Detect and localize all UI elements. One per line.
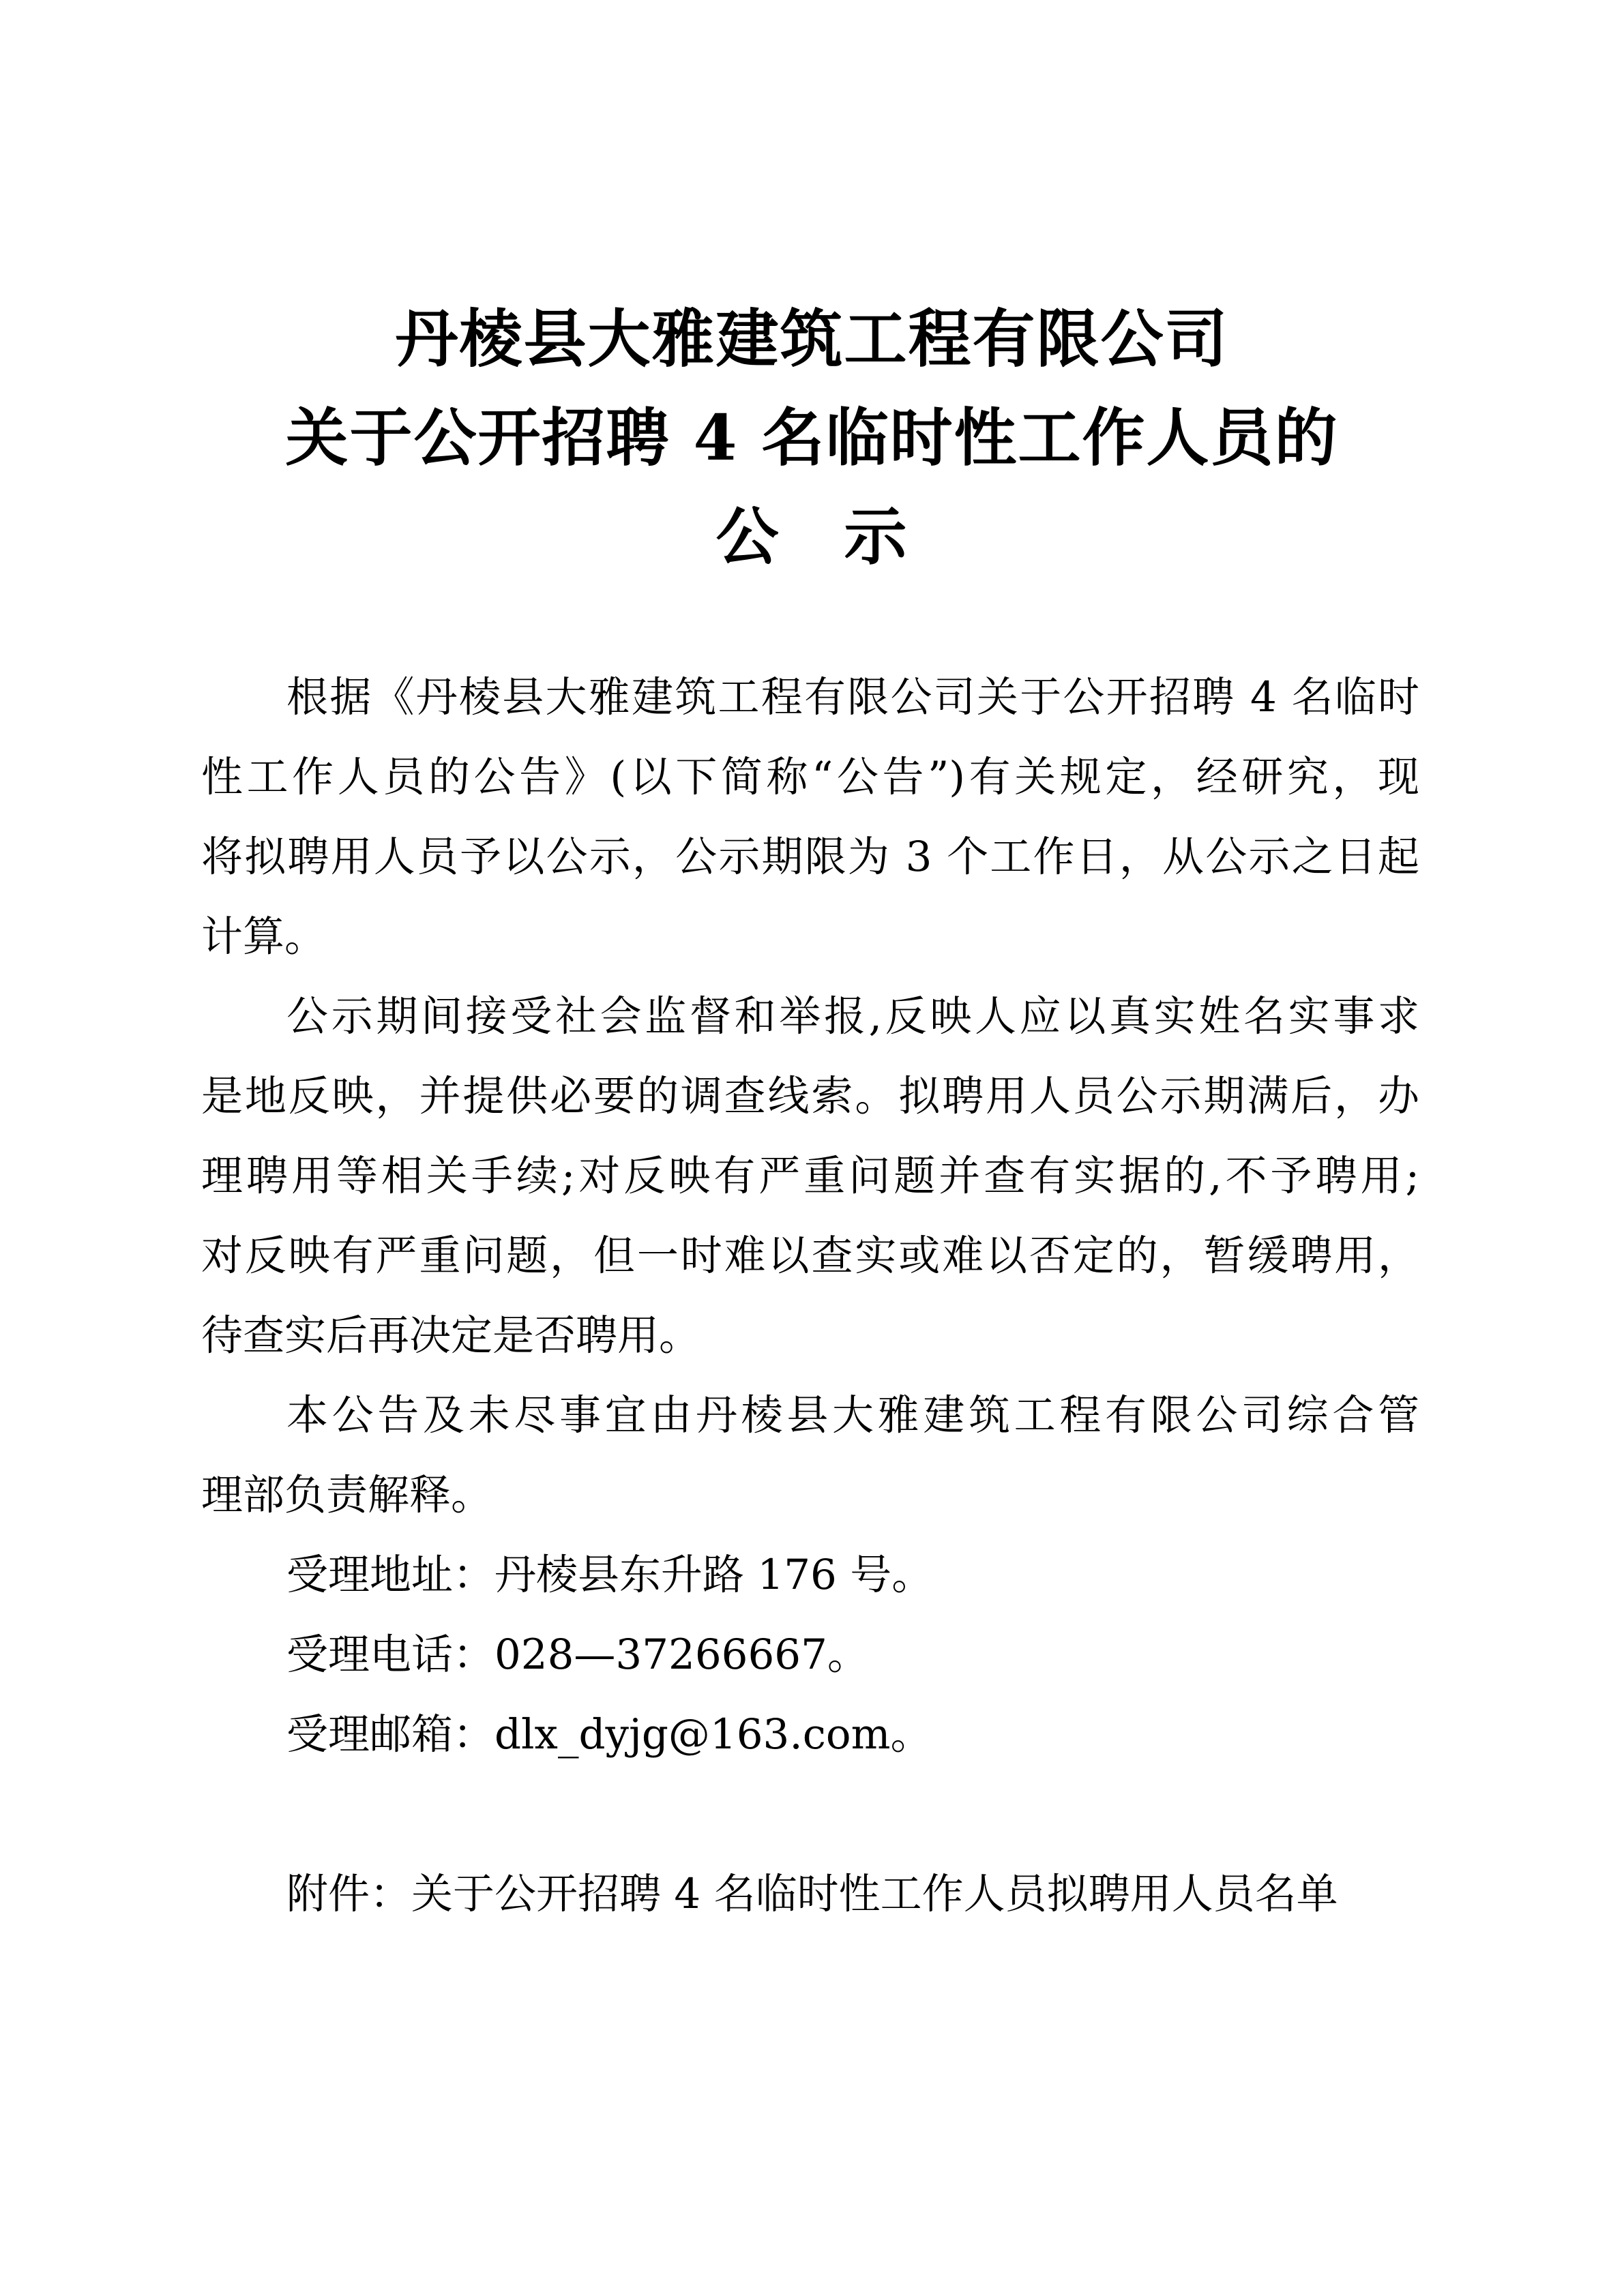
body-line-11: 理部负责解释。 [201, 1471, 493, 1519]
body-line-blank [201, 1774, 1419, 1854]
body-line-1: 根据《丹棱县大雅建筑工程有限公司关于公开招聘 4 名临时 [286, 673, 1419, 721]
body-line-3: 将拟聘用人员予以公示，公示期限为 3 个工作日，从公示之日起 [201, 833, 1419, 881]
body-line-6: 是地反映，并提供必要的调查线索。拟聘用人员公示期满后，办 [201, 1072, 1419, 1120]
title-line-company: 丹棱县大雅建筑工程有限公司 [395, 302, 1229, 376]
body-line-8: 对反映有严重问题，但一时难以查实或难以否定的，暂缓聘用， [201, 1232, 1419, 1280]
body-line-attachment: 附件：关于公开招聘 4 名临时性工作人员拟聘用人员名单 [286, 1870, 1338, 1918]
body-line-4: 计算。 [201, 912, 327, 961]
body-line-10: 本公告及未尽事宜由丹棱县大雅建筑工程有限公司综合管 [286, 1391, 1419, 1440]
document-body [201, 657, 1419, 1934]
title-line-subject: 关于公开招聘 4 名临时性工作人员的 [285, 401, 1339, 475]
body-line-7: 理聘用等相关手续;对反映有严重问题并查有实据的,不予聘用; [201, 1152, 1419, 1200]
body-line-phone: 受理电话：028—37266667。 [286, 1630, 869, 1679]
document-title [0, 290, 1624, 586]
body-line-2: 性工作人员的公告》(以下简称“公告”)有关规定，经研究，现 [201, 753, 1419, 801]
body-line-email: 受理邮箱：dlx_dyjg@163.com。 [286, 1710, 932, 1759]
title-line-notice: 公 示 [715, 500, 909, 573]
body-line-9: 待查实后再决定是否聘用。 [201, 1311, 701, 1360]
body-line-address: 受理地址：丹棱县东升路 176 号。 [286, 1551, 934, 1599]
body-line-5: 公示期间接受社会监督和举报,反映人应以真实姓名实事求 [286, 992, 1419, 1041]
